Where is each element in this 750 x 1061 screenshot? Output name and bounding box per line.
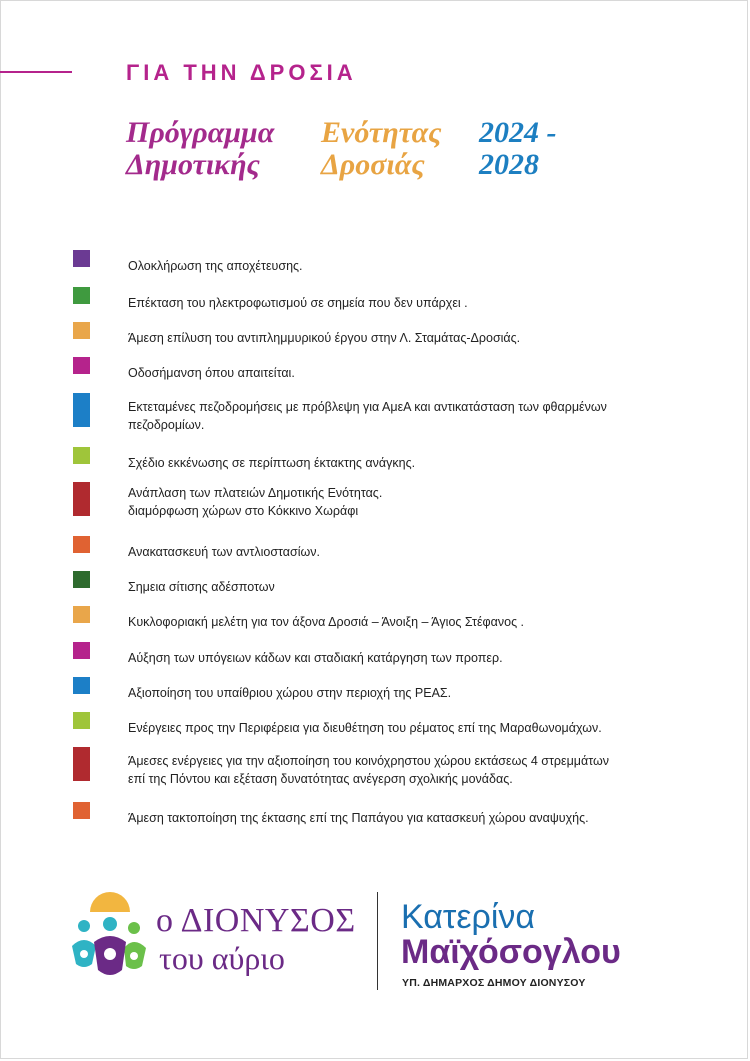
list-item bbox=[73, 712, 713, 737]
color-swatch bbox=[73, 322, 90, 339]
title-word: Δημοτικής bbox=[126, 148, 260, 181]
title-column-3 bbox=[479, 117, 557, 181]
list-item-text: Άμεσες ενέργειες για την αξιοποίηση του κοινόχρηστου χώρου εκτάσεως 4 στρεμμάτων επί της Πόντου και εξέταση δυνατότητας ανέγερση σχολικής μονάδας. bbox=[128, 754, 610, 786]
accent-line bbox=[0, 71, 72, 73]
color-swatch bbox=[73, 250, 90, 267]
title-word: Δροσιάς bbox=[321, 148, 425, 181]
color-swatch bbox=[73, 642, 90, 659]
title-column-1 bbox=[126, 117, 274, 181]
color-swatch bbox=[73, 677, 90, 694]
list-item bbox=[73, 606, 713, 631]
list-item bbox=[73, 536, 713, 561]
color-swatch bbox=[73, 447, 90, 464]
list-item bbox=[73, 482, 713, 520]
color-swatch bbox=[73, 606, 90, 623]
three-people-sun-logo-icon bbox=[68, 890, 152, 982]
list-item bbox=[73, 642, 713, 667]
list-item-text: Επέκταση του ηλεκτροφωτισμού σε σημεία που δεν υπάρχει . bbox=[128, 296, 468, 310]
list-item-text: Οδοσήμανση όπου απαιτείται. bbox=[128, 366, 295, 380]
list-item-text: Κυκλοφοριακή μελέτη για τον άξονα Δροσιά – Άνοιξη – Άγιος Στέφανος . bbox=[128, 615, 525, 629]
candidate-first-name: Κατερίνα bbox=[401, 898, 536, 936]
candidate-last-name: Μαϊχόσογλου bbox=[401, 933, 621, 971]
list-item bbox=[73, 393, 713, 434]
list-item-text: Ενέργειες προς την Περιφέρεια για διευθέτηση του ρέματος επί της Μαραθωνομάχων. bbox=[128, 721, 602, 735]
title-word: 2024 - bbox=[479, 116, 557, 149]
list-item-text: Σχέδιο εκκένωσης σε περίπτωση έκτακτης ανάγκης. bbox=[128, 456, 416, 470]
list-item bbox=[73, 357, 713, 382]
title-word: Ενότητας bbox=[321, 116, 442, 149]
list-item-text: Αύξηση των υπόγειων κάδων και σταδιακή κατάργηση των προπερ. bbox=[128, 651, 503, 665]
title-word: Πρόγραμμα bbox=[126, 116, 275, 149]
list-item bbox=[73, 447, 713, 472]
list-item bbox=[73, 802, 713, 827]
page-kicker: ΓΙΑ ΤΗΝ ΔΡΟΣΙΑ bbox=[126, 60, 357, 85]
list-item-text: Άμεση τακτοποίηση της έκτασης επί της Παπάγου για κατασκευή χώρου αναψυχής. bbox=[128, 811, 589, 825]
list-item bbox=[73, 571, 713, 596]
color-swatch bbox=[73, 536, 90, 553]
list-item-text: Ανακατασκευή των αντλιοστασίων. bbox=[128, 545, 321, 559]
list-item bbox=[73, 250, 713, 275]
color-swatch bbox=[73, 571, 90, 588]
list-item-text: Ολοκλήρωση της αποχέτευσης. bbox=[128, 259, 303, 273]
candidate-role: ΥΠ. ΔΗΜΑΡΧΟΣ ΔΗΜΟΥ ΔΙΟΝΥΣΟΥ bbox=[402, 977, 586, 989]
list-item-text: Άμεση επίλυση του αντιπλημμυρικού έργου στην Λ. Σταμάτας-Δροσιάς. bbox=[128, 331, 521, 345]
list-item-text: Αξιοποίηση του υπαίθριου χώρου στην περιοχή της ΡΕΑΣ. bbox=[128, 686, 452, 700]
color-swatch bbox=[73, 802, 90, 819]
list-item-text: Σημεια σίτισης αδέσποτων bbox=[128, 580, 275, 594]
color-swatch bbox=[73, 712, 90, 729]
list-item-text: Ανάπλαση των πλατειών Δημοτικής Ενότητας. διαμόρφωση χώρων στο Κόκκινο Χωράφι bbox=[128, 486, 383, 518]
list-item bbox=[73, 747, 713, 788]
logo-text-line2: του αύριο bbox=[159, 940, 285, 976]
list-item bbox=[73, 287, 713, 312]
color-swatch bbox=[73, 482, 90, 516]
color-swatch bbox=[73, 393, 90, 427]
footer-divider bbox=[377, 892, 378, 990]
logo-text-line1: ο ΔΙΟΝΥΣΟΣ bbox=[156, 902, 356, 939]
color-swatch bbox=[73, 747, 90, 781]
title-word: 2028 bbox=[479, 148, 539, 181]
color-swatch bbox=[73, 287, 90, 304]
footer bbox=[0, 880, 750, 1000]
title-column-2 bbox=[321, 117, 442, 181]
color-swatch bbox=[73, 357, 90, 374]
list-item bbox=[73, 322, 713, 347]
list-item-text: Εκτεταμένες πεζοδρομήσεις με πρόβλεψη για ΑμεΑ και αντικατάσταση των φθαρμένων πεζοδρομίων. bbox=[128, 400, 607, 432]
list-item bbox=[73, 677, 713, 702]
